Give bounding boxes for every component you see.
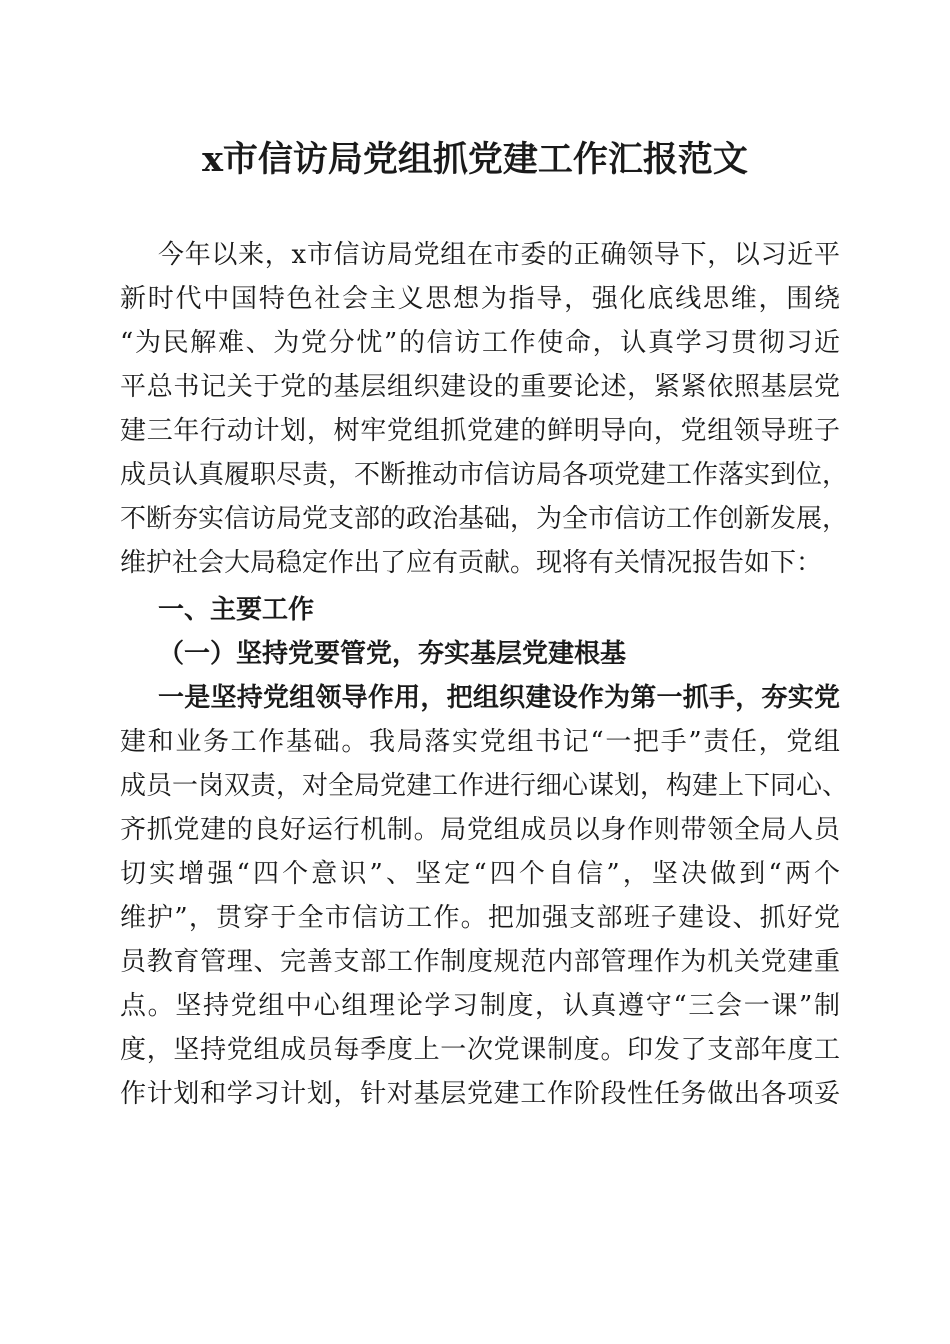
paragraph-line: 维护”，贯穿于全市信访工作。把加强支部班子建设、抓好党 [120,903,840,933]
intro-line: 成员认真履职尽责，不断推动市信访局各项党建工作落实到位， [120,460,849,490]
paragraph-line: 成员一岗双责，对全局党建工作进行细心谋划，构建上下同心、 [120,771,849,801]
section-heading: 一、主要工作 [158,595,315,625]
paragraph-line: 作计划和学习计划，针对基层党建工作阶段性任务做出各项妥 [120,1079,840,1109]
document-title: x市信访局党组抓党建工作汇报范文 [202,139,748,180]
paragraph-line: 切实增强“四个意识”、坚定“四个自信”，坚决做到“两个 [120,859,840,889]
paragraph-line: 齐抓党建的良好运行机制。局党组成员以身作则带领全局人员 [120,815,840,845]
intro-line: 建三年行动计划，树牢党组抓党建的鲜明导向，党组领导班子 [120,416,840,446]
paragraph-line: 点。坚持党组中心组理论学习制度，认真遵守“三会一课”制 [120,991,840,1021]
intro-line: 不断夯实信访局党支部的政治基础，为全市信访工作创新发展， [120,504,849,534]
paragraph-line: 度，坚持党组成员每季度上一次党课制度。印发了支部年度工 [120,1035,840,1065]
paragraph-lead-line: 一是坚持党组领导作用，把组织建设作为第一抓手，夯实党 [158,683,840,713]
paragraph-line: 建和业务工作基础。我局落实党组书记“一把手”责任，党组 [120,727,840,757]
intro-line: 今年以来，x市信访局党组在市委的正确领导下，以习近平 [158,240,840,270]
intro-line: “为民解难、为党分忧”的信访工作使命，认真学习贯彻习近 [120,328,840,358]
subsection-heading: （一）坚持党要管党，夯实基层党建根基 [158,639,627,669]
paragraph-line: 员教育管理、完善支部工作制度规范内部管理作为机关党建重 [120,947,840,977]
intro-line: 平总书记关于党的基层组织建设的重要论述，紧紧依照基层党 [120,372,840,402]
intro-line: 新时代中国特色社会主义思想为指导，强化底线思维，围绕 [120,284,840,314]
intro-line: 维护社会大局稳定作出了应有贡献。现将有关情况报告如下： [120,548,823,578]
